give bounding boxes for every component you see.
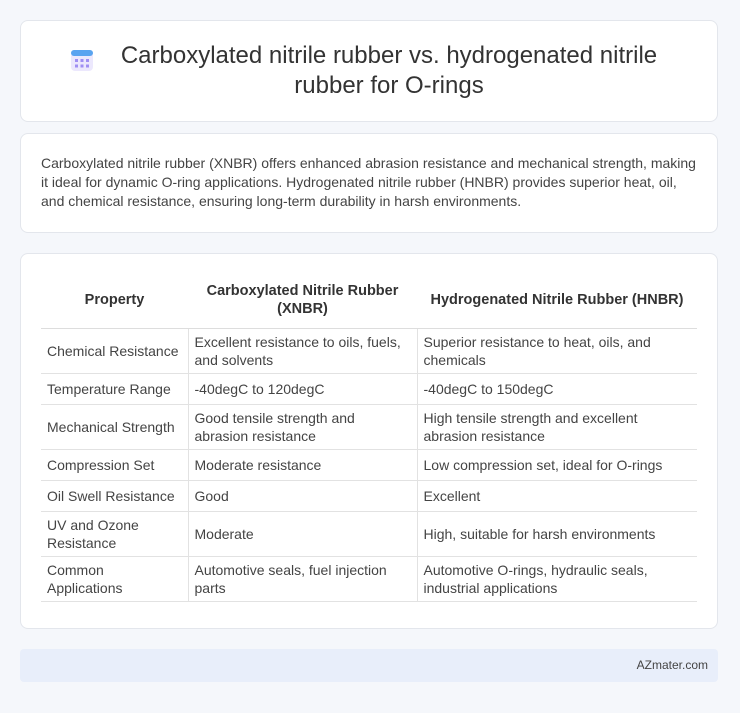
page-title: Carboxylated nitrile rubber vs. hydrogenated nitrile rubber for O-rings (120, 42, 658, 99)
property-cell: Oil Swell Resistance (41, 481, 188, 512)
property-cell: Common Applications (41, 557, 188, 602)
hnbr-cell: Automotive O-rings, hydraulic seals, industrial applications (417, 557, 697, 602)
calendar-icon (69, 47, 95, 73)
hnbr-cell: Low compression set, ideal for O-rings (417, 450, 697, 481)
column-header-property: Property (41, 274, 188, 329)
hnbr-cell: Superior resistance to heat, oils, and chemicals (417, 329, 697, 374)
table-row (41, 405, 697, 450)
hnbr-cell: High tensile strength and excellent abrasion resistance (417, 405, 697, 450)
footer (20, 649, 718, 682)
description-text: Carboxylated nitrile rubber (XNBR) offers enhanced abrasion resistance and mechanical strength, making it ideal for dynamic O-ring applications. Hydrogenated nitrile rubber (HNBR) provides superior heat, oil, and chemical resistance, ensuring long-term durability in harsh environments. (41, 155, 696, 209)
column-header-xnbr: Carboxylated Nitrile Rubber (XNBR) (188, 274, 417, 329)
xnbr-cell: Good tensile strength and abrasion resistance (188, 405, 417, 450)
table-row (41, 481, 697, 512)
footer-brand[interactable]: AZmater.com (636, 658, 708, 672)
property-cell: Compression Set (41, 450, 188, 481)
column-header-hnbr: Hydrogenated Nitrile Rubber (HNBR) (417, 274, 697, 329)
hnbr-cell: -40degC to 150degC (417, 374, 697, 405)
xnbr-cell: Automotive seals, fuel injection parts (188, 557, 417, 602)
property-cell: Chemical Resistance (41, 329, 188, 374)
comparison-table (41, 274, 697, 602)
comparison-card (20, 253, 718, 629)
table-row (41, 329, 697, 374)
xnbr-cell: Moderate (188, 512, 417, 557)
table-header-row (41, 274, 697, 329)
table-row (41, 374, 697, 405)
table-row (41, 450, 697, 481)
hnbr-cell: High, suitable for harsh environments (417, 512, 697, 557)
table-row (41, 557, 697, 602)
xnbr-cell: Excellent resistance to oils, fuels, and solvents (188, 329, 417, 374)
hnbr-cell: Excellent (417, 481, 697, 512)
description-card (20, 133, 718, 233)
property-cell: UV and Ozone Resistance (41, 512, 188, 557)
title-card (20, 20, 718, 122)
xnbr-cell: Moderate resistance (188, 450, 417, 481)
table-row (41, 512, 697, 557)
xnbr-cell: Good (188, 481, 417, 512)
property-cell: Mechanical Strength (41, 405, 188, 450)
property-cell: Temperature Range (41, 374, 188, 405)
xnbr-cell: -40degC to 120degC (188, 374, 417, 405)
